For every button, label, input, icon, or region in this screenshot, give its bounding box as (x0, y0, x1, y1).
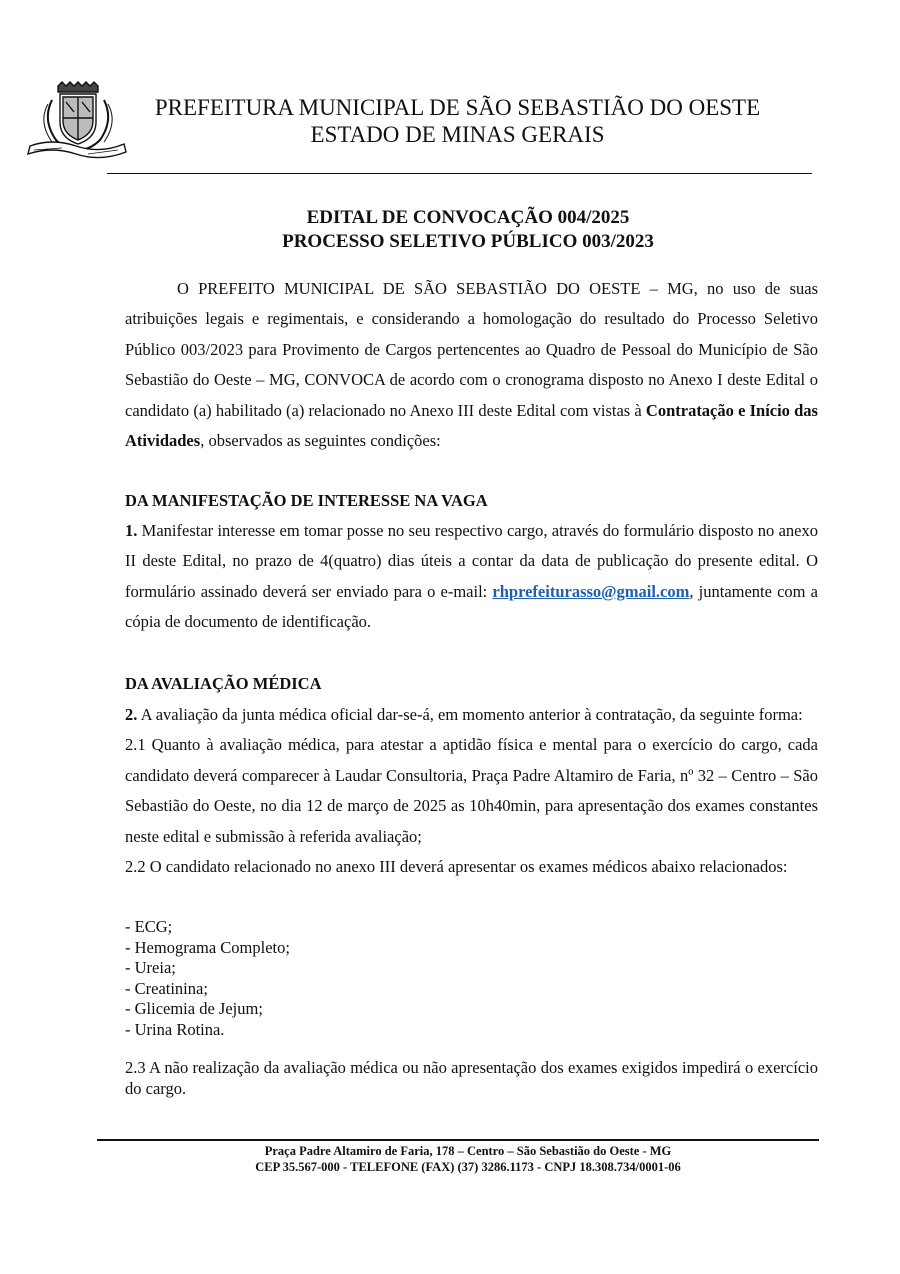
section-1-number: 1. (125, 521, 138, 540)
section-2-heading: DA AVALIAÇÃO MÉDICA (125, 674, 322, 693)
exam-item: - Hemograma Completo; (125, 937, 290, 957)
intro-text-2: , observados as seguintes condições: (200, 431, 441, 451)
edital-title: EDITAL DE CONVOCAÇÃO 004/2025 (306, 207, 630, 228)
section-2-intro-text: A avaliação da junta médica oficial dar-se-á, em momento anterior à contratação, da seguinte forma: (137, 705, 803, 724)
intro-bold-text: Contratação e Início das Atividades (125, 400, 818, 451)
edital-subtitle: PROCESSO SELETIVO PÚBLICO 003/2023 (282, 231, 654, 252)
section-1-text-2: , juntamente com a cópia de documento de identificação. (125, 581, 818, 632)
section-1-paragraph (125, 516, 818, 638)
header-municipality: PREFEITURA MUNICIPAL DE SÃO SEBASTIÃO DO OESTE (154, 95, 761, 120)
exam-item: - Creatinina; (125, 978, 208, 998)
exam-item: - Urina Rotina. (125, 1019, 225, 1039)
footer-contact: CEP 35.567-000 - TELEFONE (FAX) (37) 3286.1173 - CNPJ 18.308.734/0001-06 (255, 1160, 681, 1174)
section-2-body (125, 700, 818, 882)
footer-address: Praça Padre Altamiro de Faria, 178 – Centro – São Sebastião do Oeste - MG (264, 1144, 672, 1158)
header-state: ESTADO DE MINAS GERAIS (310, 122, 605, 147)
intro-text-1: O PREFEITO MUNICIPAL DE SÃO SEBASTIÃO DO OESTE – MG, no uso de suas atribuições legais e regimentais, e considerando a homologação do resultado do Processo Seletivo Público 003/2023 para Provimento de Cargos pertencentes ao Quadro de Pessoal do Município de São Sebastião do Oeste – MG, CONVOCA de acordo com o cronograma disposto no Anexo I deste Edital o candidato (a) habilitado (a) relacionado no Anexo III deste Edital com vistas à (125, 279, 818, 420)
item-2-1: 2.1 Quanto à avaliação médica, para atestar a aptidão física e mental para o exercício do cargo, cada candidato deverá comparecer à Laudar Consultoria, Praça Padre Altamiro de Faria, nº 32 – Centro – São Sebastião do Oeste, no dia 12 de março de 2025 as 10h40min, para apresentação dos exames constantes neste edital e submissão à referida avaliação; (125, 735, 818, 846)
exam-list (125, 917, 818, 1040)
exam-item: - Glicemia de Jejum; (125, 999, 263, 1018)
letterhead (0, 0, 900, 180)
intro-paragraph (125, 274, 818, 456)
section-1-text-1: Manifestar interesse em tomar posse no seu respectivo cargo, através do formulário disposto no anexo II deste Edital, no prazo de 4(quatro) dias úteis a contar da data de publicação do presente edital. O formulário assinado deverá ser enviado para o e-mail: (125, 521, 818, 601)
email-link[interactable]: rhprefeiturasso@gmail.com (492, 581, 690, 601)
section-2-number: 2. (125, 705, 138, 724)
footer-divider (97, 1139, 819, 1141)
item-2-2: 2.2 O candidato relacionado no anexo III deverá apresentar os exames médicos abaixo relacionados: (125, 857, 788, 877)
header-divider (107, 173, 812, 174)
section-1-heading: DA MANIFESTAÇÃO DE INTERESSE NA VAGA (125, 491, 488, 510)
item-2-3: 2.3 A não realização da avaliação médica ou não apresentação dos exames exigidos impedirá o exercício do cargo. (125, 1058, 818, 1098)
section-2-intro (125, 700, 818, 730)
exam-item: - ECG; (125, 917, 173, 936)
exam-item: - Ureia; (125, 958, 176, 977)
municipal-coat-of-arms-icon (22, 80, 130, 162)
